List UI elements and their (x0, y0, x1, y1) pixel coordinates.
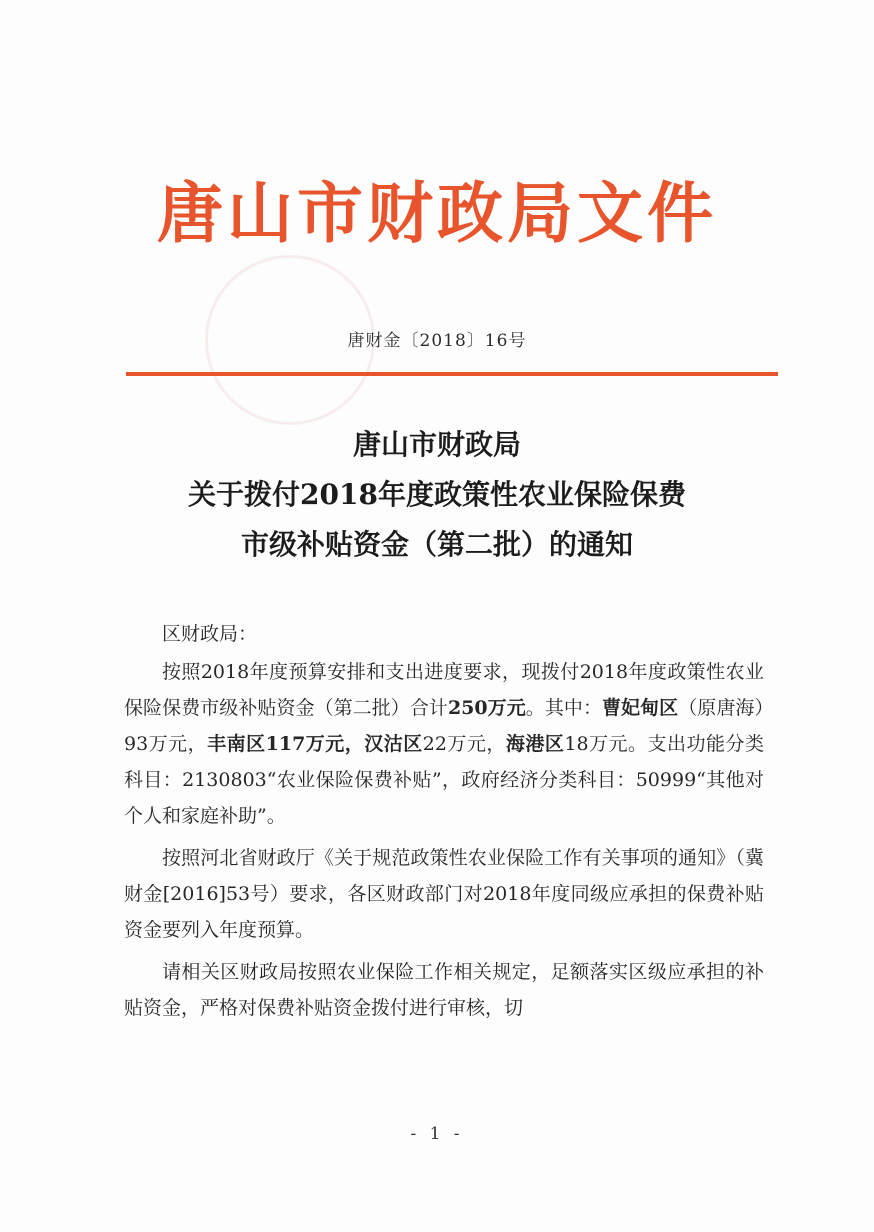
district-haigang: 海港区 (505, 733, 565, 755)
notice-title (0, 420, 874, 570)
document-header-title: 唐山市财政局文件 (157, 174, 717, 252)
district-hangu: 汉沽区 (364, 733, 423, 755)
district-caofeidian: 曹妃甸区 (602, 697, 679, 719)
allocation-intro: 按照2018年度预算安排和支出进度要求，现拨付2018年度政策性农业保险保费市级补贴资金（第二批）合计 (124, 661, 764, 719)
document-number: 唐财金〔2018〕16号 (347, 331, 527, 351)
notice-body (124, 616, 764, 1026)
page-number: - 1 - (410, 1124, 464, 1144)
district-fengnan-amount: 117万元， (265, 733, 365, 755)
district-hangu-amount: 22万元， (422, 733, 506, 755)
allocation-breakdown-label: 。其中： (525, 697, 603, 719)
paragraph-budget-requirement: 按照河北省财政厅《关于规范政策性农业保险工作有关事项的通知》（冀财金[2016]53号）要求，各区财政部门对2018年度同级应承担的保费补贴资金要列入年度预算。 (124, 847, 764, 941)
salutation: 区财政局： (162, 623, 258, 645)
header-divider-line (126, 372, 778, 376)
notice-title-line-3: 市级补贴资金（第二批）的通知 (240, 528, 633, 561)
district-caofeidian-amount: （原唐海）93万元， (124, 697, 764, 755)
notice-title-line-1: 唐山市财政局 (352, 428, 521, 461)
district-haigang-amount-and-classification: 18万元。支出功能分类科目：2130803“农业保险保费补贴”，政府经济分类科目：50999“其他对个人和家庭补助”。 (124, 733, 764, 827)
district-fengnan: 丰南区 (207, 733, 266, 755)
paragraph-allocation (124, 654, 764, 834)
notice-title-line-2: 关于拨付2018年度政策性农业保险保费 (188, 478, 686, 511)
allocation-total: 250万元 (447, 697, 526, 719)
paragraph-implementation: 请相关区财政局按照农业保险工作相关规定，足额落实区级应承担的补贴资金，严格对保费补贴资金拨付进行审核，切 (124, 961, 764, 1019)
